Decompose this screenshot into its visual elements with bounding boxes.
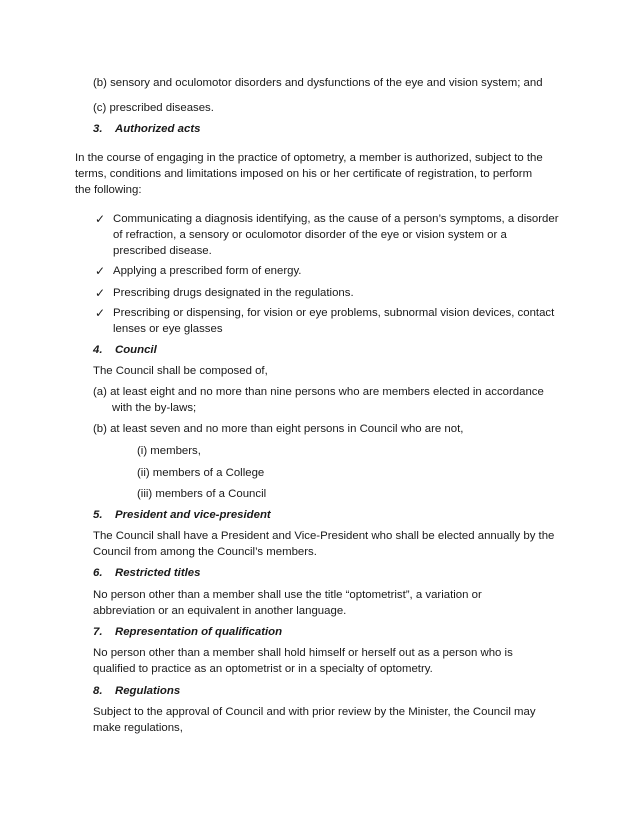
section-4-item-a-line-1: (a) at least eight and no more than nine persons who are members elected in accordance bbox=[93, 386, 544, 398]
section-4-title: Council bbox=[115, 344, 157, 356]
checkmark-icon: ✓ bbox=[95, 264, 106, 278]
checkmark-icon: ✓ bbox=[95, 306, 106, 320]
section-5-number: 5. bbox=[93, 509, 103, 521]
section-3-heading bbox=[93, 121, 200, 137]
checkmark-icon: ✓ bbox=[95, 212, 106, 226]
checkmark-icon: ✓ bbox=[95, 286, 106, 300]
section-6-para-line-1: No person other than a member shall use the title “optometrist”, a variation or bbox=[93, 589, 482, 601]
section-4-heading bbox=[93, 342, 157, 358]
bullet-2-line-1: Applying a prescribed form of energy. bbox=[113, 265, 302, 277]
section-8-number: 8. bbox=[93, 685, 103, 697]
section-4-sub-item-i: (i) members, bbox=[137, 445, 201, 457]
bullet-4-line-2: lenses or eye glasses bbox=[113, 323, 223, 335]
section-6-title: Restricted titles bbox=[115, 567, 201, 579]
section-5-heading bbox=[93, 507, 271, 523]
intro-line-b: (b) sensory and oculomotor disorders and dysfunctions of the eye and vision system; and bbox=[93, 77, 543, 89]
section-4-sub-item-iii: (iii) members of a Council bbox=[137, 488, 267, 500]
section-8-para-line-2: make regulations, bbox=[93, 722, 183, 734]
section-6-heading bbox=[93, 565, 200, 581]
section-3-number: 3. bbox=[93, 123, 103, 135]
section-8-para-line-1: Subject to the approval of Council and with prior review by the Minister, the Council may bbox=[93, 706, 536, 718]
section-7-title: Representation of qualification bbox=[115, 626, 283, 638]
section-4-number: 4. bbox=[93, 344, 103, 356]
bullet-1-line-2: of refraction, a sensory or oculomotor disorder of the eye or vision system or a bbox=[113, 229, 507, 241]
section-4-sub-item-ii: (ii) members of a College bbox=[137, 467, 265, 479]
section-7-number: 7. bbox=[93, 626, 103, 638]
section-7-para-line-1: No person other than a member shall hold himself or herself out as a person who is bbox=[93, 647, 513, 659]
intro-line-c: (c) prescribed diseases. bbox=[93, 102, 214, 114]
section-3-para-line-1: In the course of engaging in the practice of optometry, a member is authorized, subject to the bbox=[75, 152, 543, 164]
section-3-para-line-2: terms, conditions and limitations imposed on his or her certificate of registration, to perform bbox=[75, 168, 533, 180]
section-4-item-a-line-2: with the by-laws; bbox=[112, 402, 197, 414]
section-3-para-line-3: the following: bbox=[75, 184, 142, 196]
bullet-4-line-1: Prescribing or dispensing, for vision or eye problems, subnormal vision devices, contact bbox=[113, 307, 555, 319]
bullet-1-line-3: prescribed disease. bbox=[113, 245, 212, 257]
section-3-title: Authorized acts bbox=[115, 123, 201, 135]
section-5-para-line-1: The Council shall have a President and Vice-President who shall be elected annually by the bbox=[93, 530, 555, 542]
section-4-intro: The Council shall be composed of, bbox=[93, 365, 268, 377]
section-4-item-b: (b) at least seven and no more than eight persons in Council who are not, bbox=[93, 423, 464, 435]
section-7-para-line-2: qualified to practice as an optometrist or in a specialty of optometry. bbox=[93, 663, 433, 675]
section-5-para-line-2: Council from among the Council’s members. bbox=[93, 546, 317, 558]
bullet-3-line-1: Prescribing drugs designated in the regulations. bbox=[113, 287, 354, 299]
bullet-1-line-1: Communicating a diagnosis identifying, as the cause of a person’s symptoms, a disorder bbox=[113, 213, 559, 225]
section-6-para-line-2: abbreviation or an equivalent in another language. bbox=[93, 605, 347, 617]
section-8-title: Regulations bbox=[115, 685, 181, 697]
section-7-heading bbox=[93, 624, 282, 640]
section-8-heading bbox=[93, 683, 180, 699]
section-6-number: 6. bbox=[93, 567, 103, 579]
section-5-title: President and vice-president bbox=[115, 509, 271, 521]
